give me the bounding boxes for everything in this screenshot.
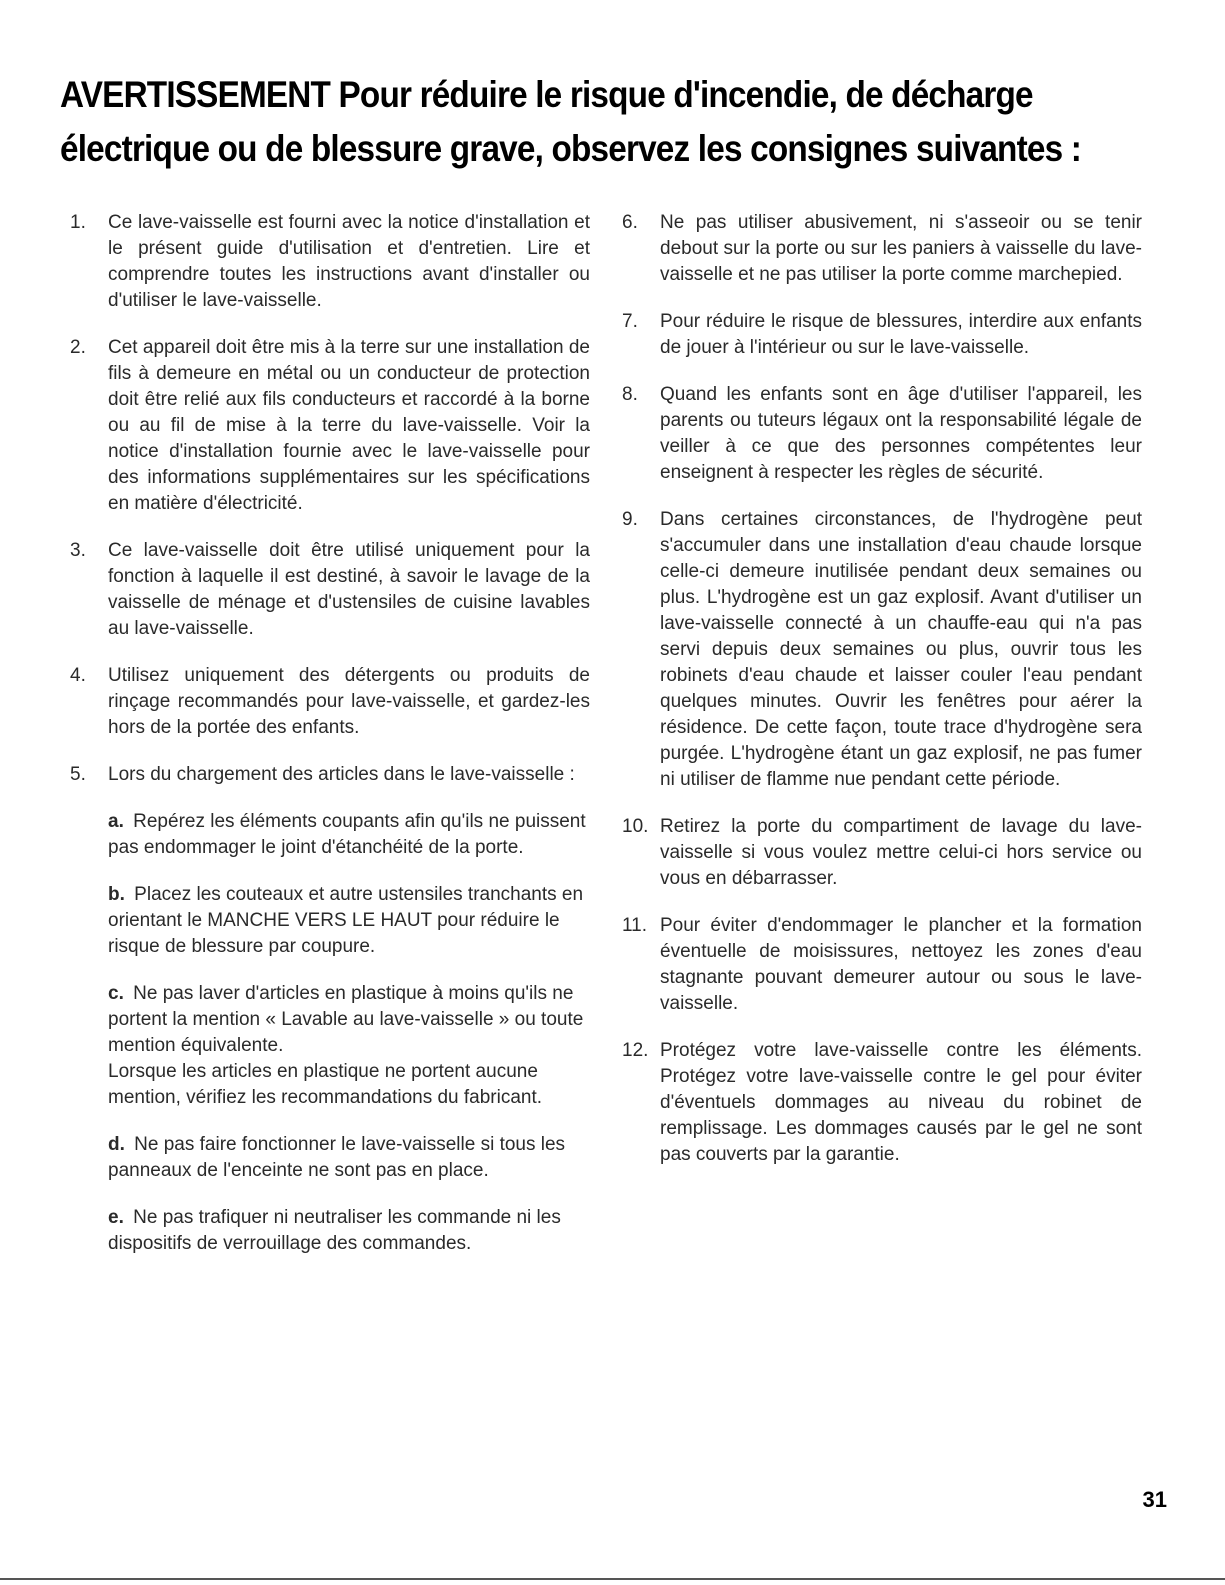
item-number: 6. — [622, 212, 638, 233]
sub-item-letter: b. — [108, 884, 125, 905]
item-number: 4. — [70, 665, 86, 686]
item-text: Lors du chargement des articles dans le lave-vaisselle : — [108, 764, 575, 785]
item-text: Ne pas utiliser abusivement, ni s'asseoir ou se tenir debout sur la porte ou sur les paniers à vaisselle du lave-vaisselle et ne pas utiliser la porte comme marchepied. — [660, 212, 1142, 285]
list-item — [622, 210, 1142, 288]
sub-item-letter: d. — [108, 1134, 125, 1155]
item-number: 1. — [70, 212, 86, 233]
item-text: Ce lave-vaisselle est fourni avec la notice d'installation et le présent guide d'utilisation et d'entretien. Lire et comprendre toutes les instructions avant d'installer ou d'utiliser le lave-vaisselle. — [108, 212, 590, 311]
list-item — [70, 538, 590, 642]
sub-item-text: Ne pas trafiquer ni neutraliser les commande ni les dispositifs de verrouillage des commandes. — [108, 1207, 561, 1254]
item-text: Retirez la porte du compartiment de lavage du lave-vaisselle si vous voulez mettre celui-ci hors service ou vous en débarrasser. — [660, 816, 1142, 889]
left-column — [70, 210, 590, 1278]
list-item — [70, 335, 590, 517]
item-text: Pour éviter d'endommager le plancher et la formation éventuelle de moisissures, nettoyez les zones d'eau stagnante pouvant demeurer autour ou sous le lave-vaisselle. — [660, 915, 1142, 1014]
item-number: 12. — [622, 1040, 649, 1061]
sub-item-b — [108, 882, 590, 960]
item-number: 10. — [622, 816, 649, 837]
item-number: 8. — [622, 384, 638, 405]
list-item — [622, 382, 1142, 486]
sub-item-letter: a. — [108, 811, 124, 832]
item-number: 2. — [70, 337, 86, 358]
list-item — [70, 663, 590, 741]
item-text: Ce lave-vaisselle doit être utilisé uniquement pour la fonction à laquelle il est destiné, à savoir le lavage de la vaisselle de ménage et d'ustensiles de cuisine lavables au lave-vaisselle. — [108, 540, 590, 639]
item-text: Protégez votre lave-vaisselle contre les éléments. Protégez votre lave-vaisselle contre le gel pour éviter d'éventuels dommages au niveau du robinet de remplissage. Les dommages causés par le gel ne sont pas couverts par la garantie. — [660, 1040, 1142, 1165]
item-number: 3. — [70, 540, 86, 561]
sub-item-text: Repérez les éléments coupants afin qu'ils ne puissent pas endommager le joint d'étanchéité de la porte. — [108, 811, 586, 858]
item-text: Dans certaines circonstances, de l'hydrogène peut s'accumuler dans une installation d'eau chaude lorsque celle-ci demeure inutilisée pendant deux semaines ou plus. L'hydrogène est un gaz explosif. Avant d'utiliser un lave-vaisselle connecté à un chauffe-eau qui n'a pas servi depuis deux semaines ou plus, ouvrir tous les robinets d'eau chaude et laisser couler l'eau pendant quelques minutes. Ouvrir les fenêtres pour aérer la résidence. De cette façon, toute trace d'hydrogène sera purgée. L'hydrogène étant un gaz explosif, ne pas fumer ni utiliser de flamme nue pendant cette période. — [660, 509, 1142, 790]
list-item — [622, 309, 1142, 361]
sub-item-letter: e. — [108, 1207, 124, 1228]
item-number: 5. — [70, 764, 86, 785]
sub-item-a — [108, 809, 590, 861]
item-number: 11. — [622, 915, 648, 936]
sub-item-text: Ne pas faire fonctionner le lave-vaisselle si tous les panneaux de l'enceinte ne sont pas en place. — [108, 1134, 566, 1181]
list-item — [70, 762, 590, 1257]
sub-item-c — [108, 981, 590, 1111]
item-number: 7. — [622, 311, 638, 332]
item-text: Quand les enfants sont en âge d'utiliser l'appareil, les parents ou tuteurs légaux ont la responsabilité légale de veiller à ce que des personnes compétentes leur enseignent à respecter les règles de sécurité. — [660, 384, 1142, 483]
list-item — [622, 913, 1142, 1017]
sub-item-d — [108, 1132, 590, 1184]
item-text: Cet appareil doit être mis à la terre sur une installation de fils à demeure en métal ou un conducteur de protection doit être relié aux fils conducteurs et raccordé à la borne ou au fil de mise à la terre du lave-vaisselle. Voir la notice d'installation fournie avec le lave-vaisselle pour des informations supplémentaires sur les spécifications en matière d'électricité. — [108, 337, 590, 514]
list-item — [622, 814, 1142, 892]
sub-item-text-continued: Lorsque les articles en plastique ne portent aucune mention, vérifiez les recommandations du fabricant. — [108, 1061, 543, 1108]
sub-item-letter: c. — [108, 983, 124, 1004]
list-item — [70, 210, 590, 314]
sub-item-e — [108, 1205, 590, 1257]
item-text: Utilisez uniquement des détergents ou produits de rinçage recommandés pour lave-vaisselle, et gardez-les hors de la portée des enfants. — [108, 665, 590, 738]
warning-heading: AVERTISSEMENT Pour réduire le risque d'incendie, de décharge électrique ou de blessure grave, observez les consignes suivantes : — [60, 74, 1082, 169]
sub-item-text: Placez les couteaux et autre ustensiles tranchants en orientant le MANCHE VERS LE HAUT pour réduire le risque de blessure par coupure. — [108, 884, 584, 957]
sub-item-text: Ne pas laver d'articles en plastique à moins qu'ils ne portent la mention « Lavable au lave-vaisselle » ou toute mention équivalente. — [108, 983, 584, 1056]
list-item — [622, 1038, 1142, 1168]
list-item — [622, 507, 1142, 793]
right-column — [622, 210, 1142, 1189]
page-number: 31 — [1142, 1487, 1167, 1512]
bottom-rule — [0, 1578, 1225, 1580]
item-text: Pour réduire le risque de blessures, interdire aux enfants de jouer à l'intérieur ou sur le lave-vaisselle. — [660, 311, 1142, 358]
item-number: 9. — [622, 509, 638, 530]
